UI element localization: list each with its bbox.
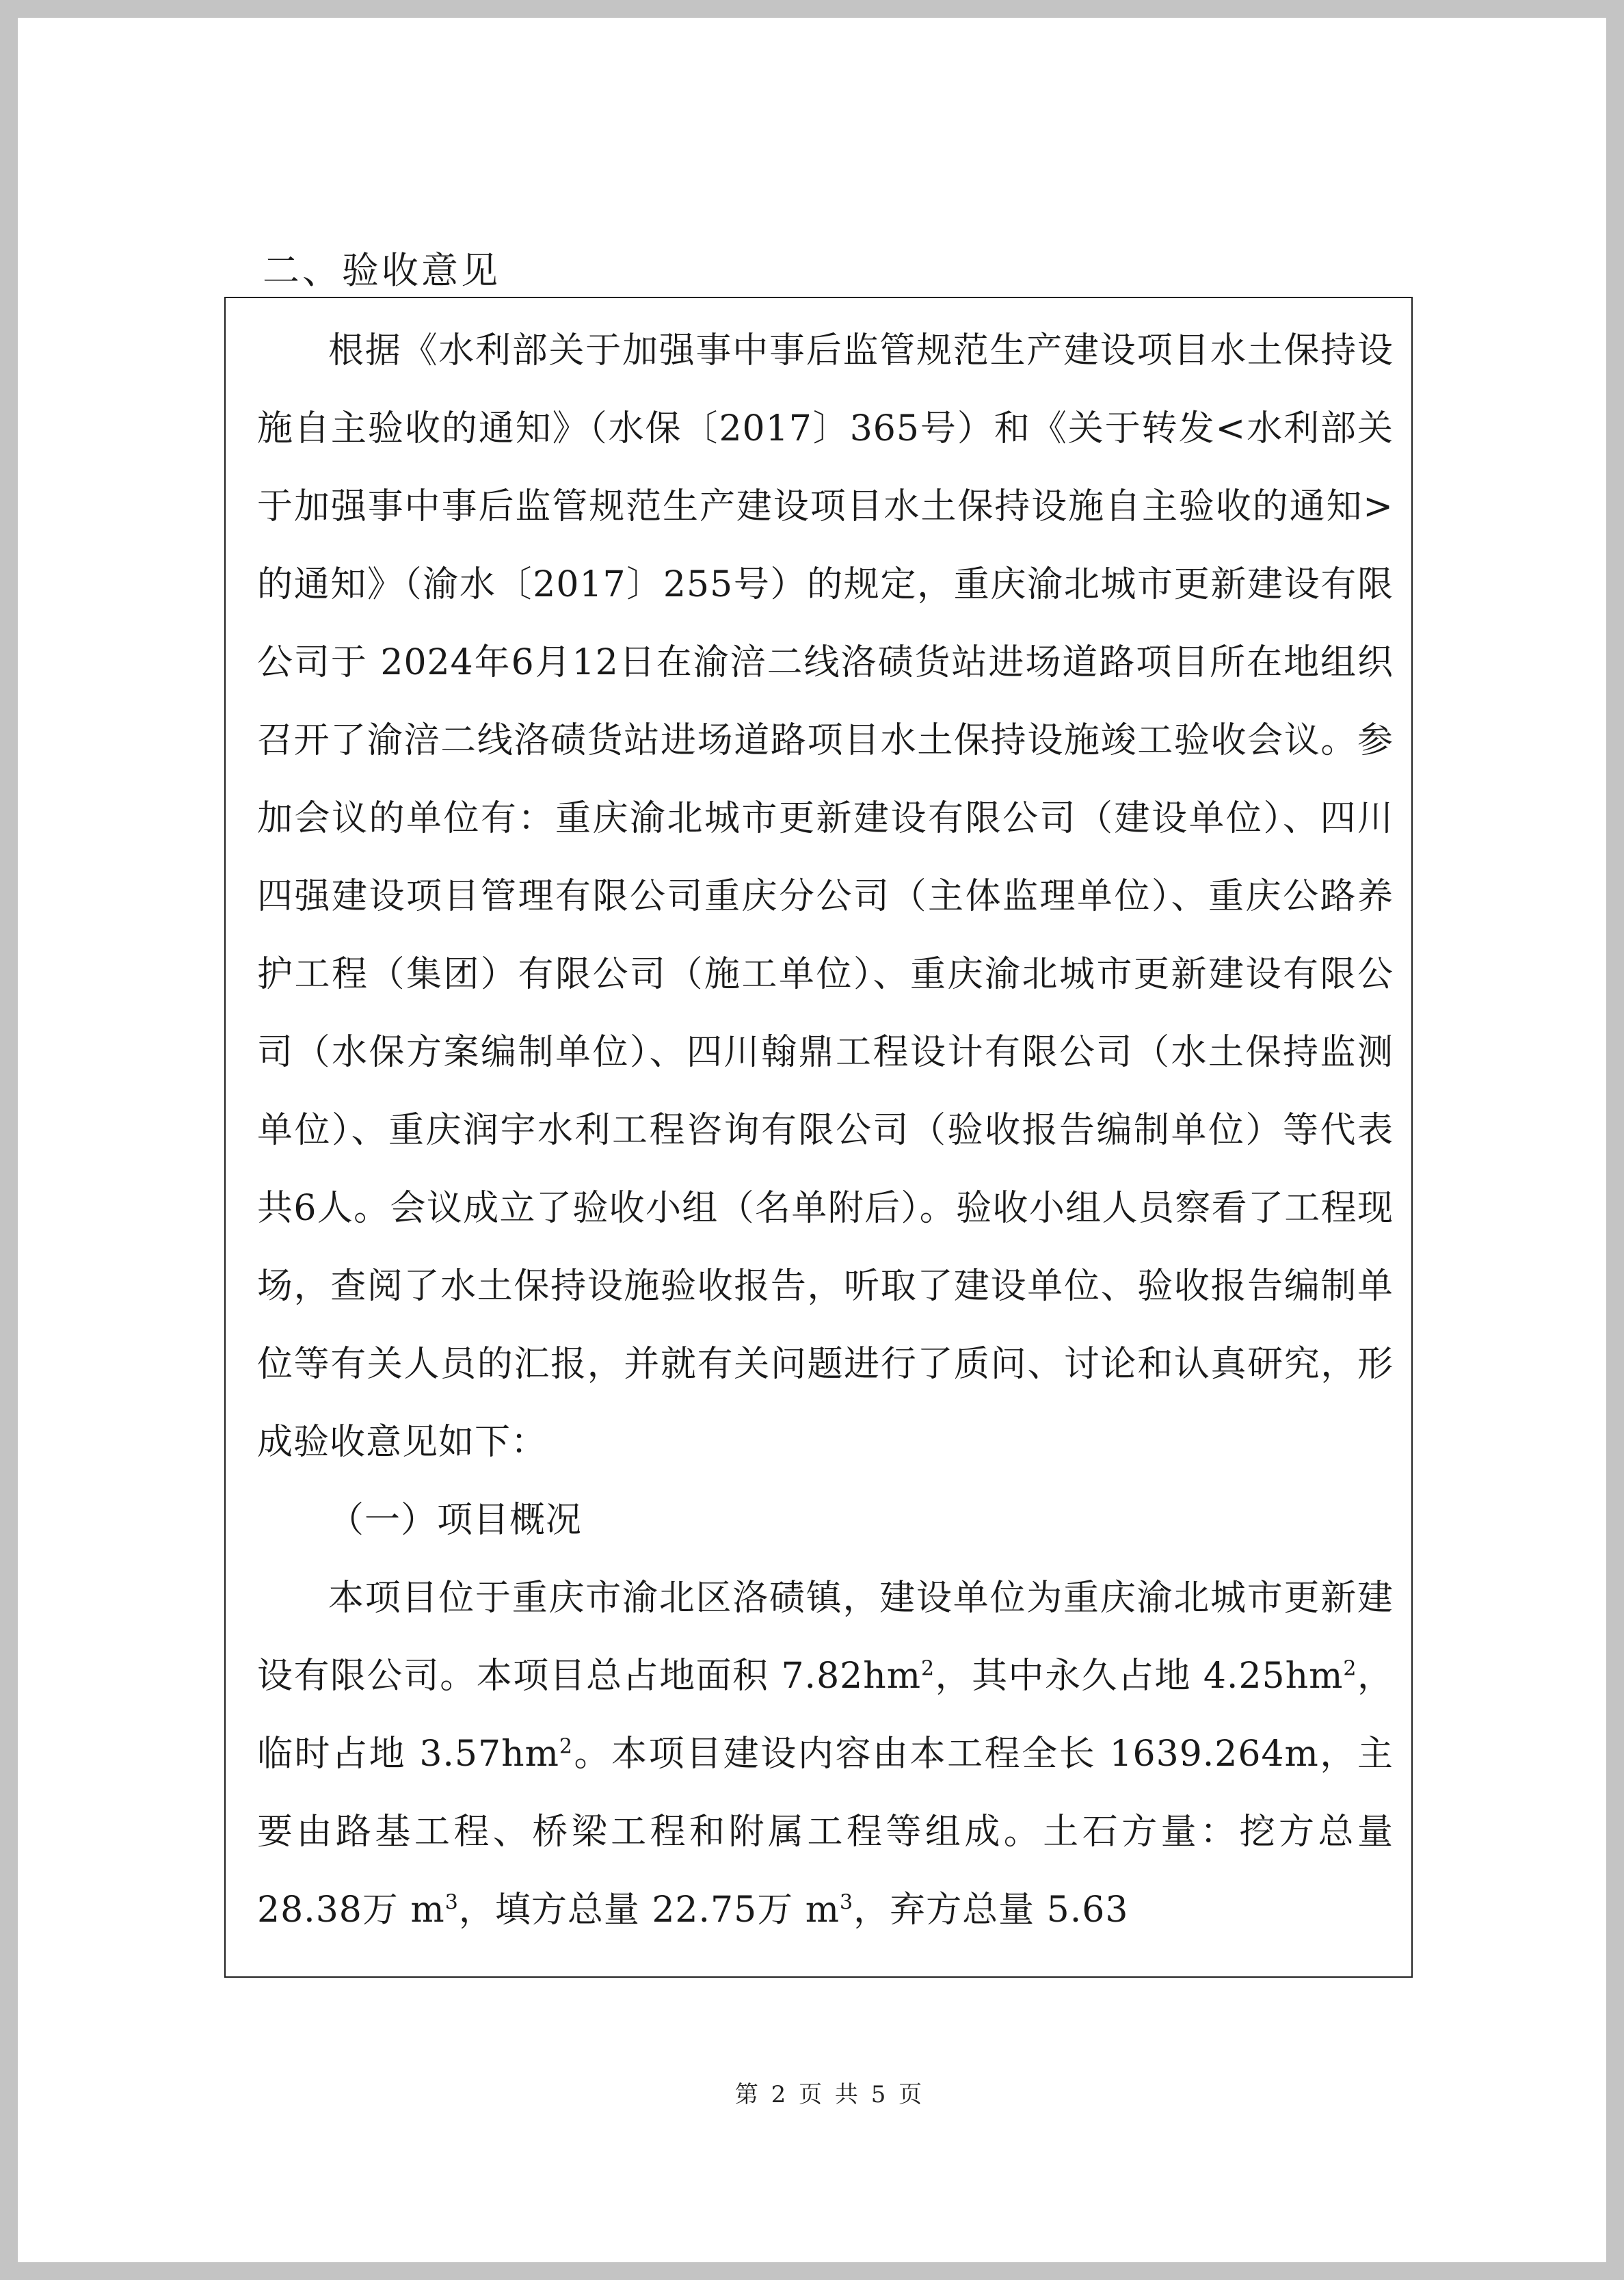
intro-paragraph: 根据《水利部关于加强事中事后监管规范生产建设项目水土保持设施自主验收的通知》（水保〔2017〕365号）和《关于转发<水利部关于加强事中事后监管规范生产建设项目水土保持设施自主验收的通知>的通知》（渝水〔2017〕255号）的规定，重庆渝北城市更新建设有限公司于 2024年6月12日在渝涪二线洛碛货站进场道路项目所在地组织召开了渝涪二线洛碛货站进场道路项目水土保持设施竣工验收会议。参加会议的单位有：重庆渝北城市更新建设有限公司（建设单位）、四川四强建设项目管理有限公司重庆分公司（主体监理单位）、重庆公路养护工程（集团）有限公司（施工单位）、重庆渝北城市更新建设有限公司（水保方案编制单位）、四川翰鼎工程设计有限公司（水土保持监测单位）、重庆润宇水利工程咨询有限公司（验收报告编制单位）等代表共6人。会议成立了验收小组（名单附后）。验收小组人员察看了工程现场，查阅了水土保持设施验收报告，听取了建设单位、验收报告编制单位等有关人员的汇报，并就有关问题进行了质问、讨论和认真研究，形成验收意见如下： — [257, 330, 1394, 1463]
overview-text-f: ，弃方总量 5.63 — [853, 1890, 1129, 1931]
unit-superscript: 3 — [444, 1890, 459, 1915]
overview-text-a: 本项目位于重庆市渝北区洛碛镇，建设单位为重庆渝北城市更新建设有限公司。本项目总占地面积 7.82hm — [257, 1578, 1394, 1697]
opinion-content-box — [224, 297, 1413, 1978]
overview-text-d: 。本项目建设内容由本工程全长 1639.264m，主要由路基工程、桥梁工程和附属工程等组成。土石方量：挖方总量 28.38万 m — [257, 1734, 1394, 1931]
unit-superscript: 2 — [921, 1656, 935, 1681]
page-footer — [18, 2078, 1624, 2112]
unit-superscript: 2 — [1343, 1656, 1357, 1681]
overview-text-e: ，填方总量 22.75万 m — [458, 1890, 840, 1931]
overview-text-c: ，临时占地 3.57hm — [257, 1656, 1394, 1775]
section-title: 二、验收意见 — [263, 249, 501, 292]
page-number: 第 2 页 共 5 页 — [734, 2081, 925, 2108]
overview-paragraph — [257, 1559, 1394, 1949]
document-page — [18, 18, 1606, 2262]
unit-superscript: 2 — [559, 1734, 573, 1759]
overview-text-b: ，其中永久占地 4.25hm — [935, 1656, 1344, 1697]
subhead-project-overview: （一）项目概况 — [328, 1500, 583, 1541]
unit-superscript: 3 — [840, 1890, 854, 1915]
